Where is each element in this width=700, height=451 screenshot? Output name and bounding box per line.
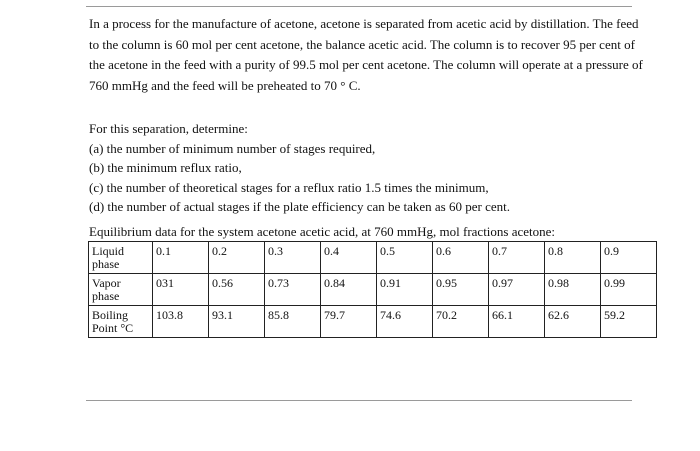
table-row-liquid	[89, 242, 657, 274]
determine-list	[89, 119, 649, 217]
table-caption: Equilibrium data for the system acetone acetic acid, at 760 mmHg, mol fractions acetone:	[89, 224, 556, 239]
table-cell: 70.2	[433, 306, 489, 338]
equilibrium-table	[88, 241, 657, 338]
table-cell: 66.1	[489, 306, 545, 338]
determine-heading: For this separation, determine:	[89, 121, 248, 136]
table-cell: 0.5	[377, 242, 433, 274]
table-cell: 0.3	[265, 242, 321, 274]
table-cell: 85.8	[265, 306, 321, 338]
table-row-vapor	[89, 274, 657, 306]
table-cell: 0.73	[265, 274, 321, 306]
table-row-boiling-point	[89, 306, 657, 338]
table-cell: 59.2	[601, 306, 657, 338]
table-cell: 62.6	[545, 306, 601, 338]
row-header: Boiling Point °C	[89, 306, 153, 338]
table-cell: 031	[153, 274, 209, 306]
part-d: (d) the number of actual stages if the plate efficiency can be taken as 60 per cent.	[89, 199, 510, 214]
table-cell: 103.8	[153, 306, 209, 338]
bottom-divider	[86, 400, 632, 401]
part-b: (b) the minimum reflux ratio,	[89, 160, 242, 175]
table-cell: 0.2	[209, 242, 265, 274]
row-header: Liquid phase	[89, 242, 153, 274]
table-cell: 79.7	[321, 306, 377, 338]
table-cell: 0.56	[209, 274, 265, 306]
table-cell: 0.8	[545, 242, 601, 274]
table-cell: 0.9	[601, 242, 657, 274]
table-cell: 0.99	[601, 274, 657, 306]
table-cell: 0.95	[433, 274, 489, 306]
table-cell: 93.1	[209, 306, 265, 338]
part-a: (a) the number of minimum number of stages required,	[89, 140, 376, 156]
table-cell: 0.97	[489, 274, 545, 306]
top-divider	[86, 6, 632, 7]
problem-statement: In a process for the manufacture of acetone, acetone is separated from acetic acid by distillation. The feed to the column is 60 mol per cent acetone, the balance acetic acid. The column is to recover 95 per cent of the acetone in the feed with a purity of 99.5 mol per cent acetone. The column will operate at a pressure of 760 mmHg and the feed will be preheated to 70 ° C.	[89, 16, 643, 93]
table-cell: 0.6	[433, 242, 489, 274]
table-cell: 0.84	[321, 274, 377, 306]
part-c: (c) the number of theoretical stages for a reflux ratio 1.5 times the minimum,	[89, 179, 489, 195]
table-cell: 0.4	[321, 242, 377, 274]
table-cell: 0.91	[377, 274, 433, 306]
table-cell: 0.7	[489, 242, 545, 274]
table-cell: 74.6	[377, 306, 433, 338]
table-cell: 0.1	[153, 242, 209, 274]
row-header: Vapor phase	[89, 274, 153, 306]
table-cell: 0.98	[545, 274, 601, 306]
